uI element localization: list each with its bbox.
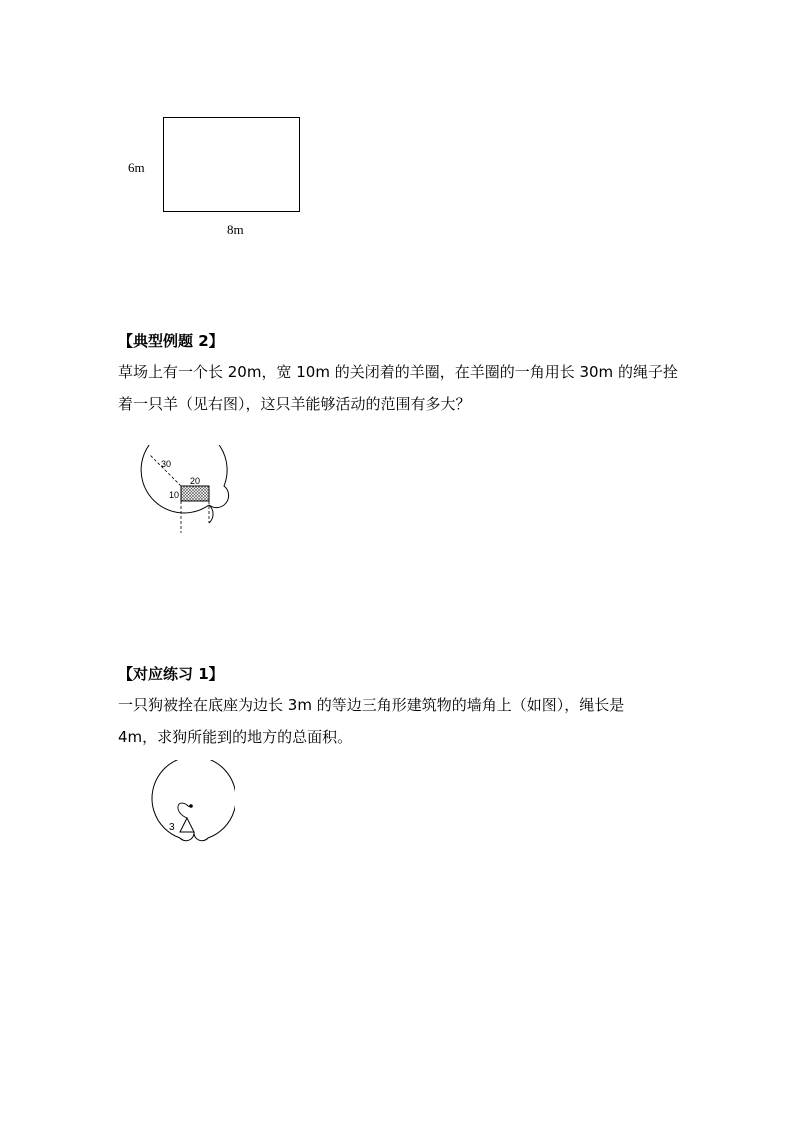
- sheep-pen-figure: [130, 445, 240, 540]
- radius-label: 30: [161, 459, 172, 469]
- practice-1-title: 【对应练习 1】: [118, 665, 224, 683]
- rectangle-figure: [163, 117, 300, 212]
- example-2-line-2: 着一只羊（见右图），这只羊能够活动的范围有多大？: [118, 395, 471, 413]
- side-label: 3: [169, 822, 175, 833]
- reach-boundary: [152, 760, 235, 841]
- practice-1-line-1: 一只狗被拴在底座为边长 3m 的等边三角形建筑物的墙角上（如图），绳长是: [118, 696, 625, 714]
- practice-1-line-2: 4m，求狗所能到的地方的总面积。: [118, 728, 353, 746]
- pen-rectangle: [181, 486, 209, 501]
- dog-reach-figure: [135, 760, 235, 860]
- pen-width-label: 10: [169, 490, 180, 500]
- rope-curve: [178, 803, 191, 818]
- example-2-line-1: 草场上有一个长 20m，宽 10m 的关闭着的羊圈，在羊圈的一角用长 30m 的绳子拴: [118, 363, 678, 381]
- height-label: 6m: [128, 160, 145, 175]
- triangle-building: [180, 818, 194, 832]
- example-2-title: 【典型例题 2】: [118, 332, 224, 350]
- pen-length-label: 20: [190, 476, 201, 486]
- reach-boundary: [141, 445, 228, 523]
- dog-point: [189, 804, 193, 808]
- width-label: 8m: [227, 222, 244, 237]
